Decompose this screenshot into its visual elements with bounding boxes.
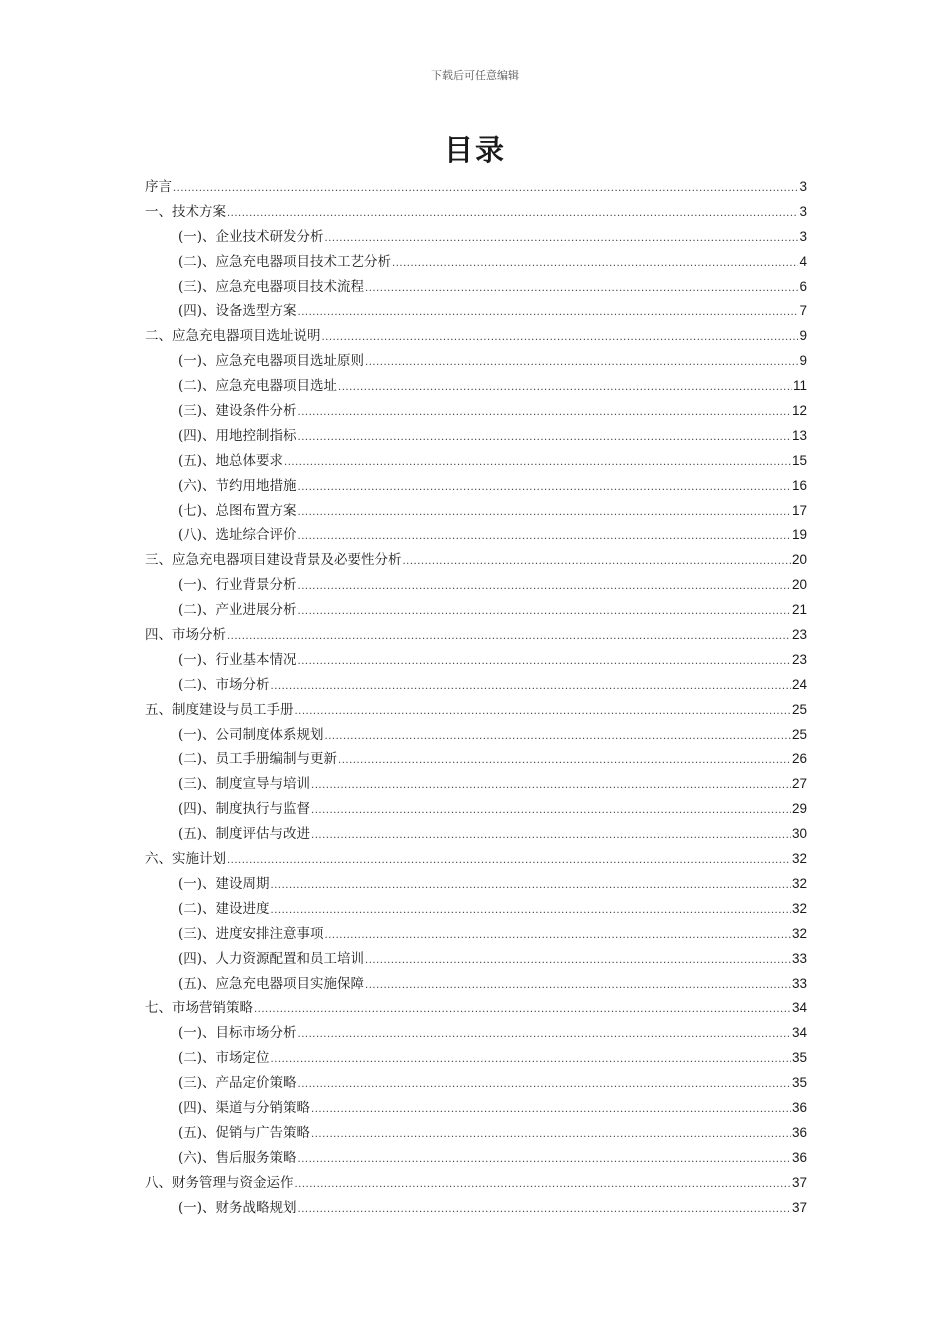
toc-page-number: 36 xyxy=(791,1099,807,1115)
toc-chapter-entry[interactable] xyxy=(145,200,807,225)
toc-page-number: 16 xyxy=(791,477,807,493)
toc-dot-leader xyxy=(325,924,791,949)
toc-section-entry[interactable] xyxy=(145,1196,807,1221)
toc-entry-title: (三)、进度安排注意事项 xyxy=(178,925,324,942)
toc-entry-title: 一、技术方案 xyxy=(145,203,226,220)
toc-entry-title: (一)、公司制度体系规划 xyxy=(178,726,324,743)
toc-entry-title: (七)、总图布置方案 xyxy=(178,502,297,519)
toc-page-number: 25 xyxy=(791,726,807,742)
toc-section-entry[interactable] xyxy=(145,573,807,598)
toc-entry-title: (一)、应急充电器项目选址原则 xyxy=(178,353,365,370)
toc-dot-leader xyxy=(338,749,791,774)
toc-section-entry[interactable] xyxy=(145,872,807,897)
toc-dot-leader xyxy=(298,401,791,426)
toc-dot-leader xyxy=(271,675,791,700)
toc-section-entry[interactable] xyxy=(145,1146,807,1171)
toc-entry-title: (八)、选址综合评价 xyxy=(178,527,297,544)
toc-page-number: 25 xyxy=(791,701,807,717)
toc-entry-title: (三)、制度宣导与培训 xyxy=(178,776,311,793)
toc-entry-title: (四)、设备选型方案 xyxy=(178,303,297,320)
toc-entry-title: (三)、产品定价策略 xyxy=(178,1075,297,1092)
toc-dot-leader xyxy=(365,974,791,999)
toc-dot-leader xyxy=(365,277,798,302)
toc-section-entry[interactable] xyxy=(145,1071,807,1096)
toc-page-number: 37 xyxy=(791,1199,807,1215)
toc-dot-leader xyxy=(325,227,799,252)
toc-dot-leader xyxy=(311,1098,791,1123)
toc-section-entry[interactable] xyxy=(145,1121,807,1146)
toc-section-entry[interactable] xyxy=(145,1021,807,1046)
toc-page-number: 35 xyxy=(791,1050,807,1066)
page-title: 目录 xyxy=(443,133,506,167)
toc-dot-leader xyxy=(392,252,798,277)
toc-page-number: 4 xyxy=(799,253,807,269)
toc-dot-leader xyxy=(298,575,791,600)
toc-page-number: 9 xyxy=(799,328,807,344)
toc-section-entry[interactable] xyxy=(145,972,807,997)
toc-entry-title: 三、应急充电器项目建设背景及必要性分析 xyxy=(145,552,402,569)
toc-section-entry[interactable] xyxy=(145,772,807,797)
toc-section-entry[interactable] xyxy=(145,225,807,250)
toc-page-number: 34 xyxy=(791,1000,807,1016)
toc-page-number: 24 xyxy=(791,676,807,692)
toc-page-number: 37 xyxy=(791,1174,807,1190)
toc-entry-title: (三)、建设条件分析 xyxy=(178,403,297,420)
toc-dot-leader xyxy=(298,1073,791,1098)
toc-page-number: 6 xyxy=(799,278,807,294)
toc-dot-leader xyxy=(298,476,791,501)
toc-page-number: 11 xyxy=(792,378,807,394)
toc-dot-leader xyxy=(227,202,798,227)
toc-entry-title: (五)、地总体要求 xyxy=(178,452,284,469)
toc-section-entry[interactable] xyxy=(145,897,807,922)
toc-dot-leader xyxy=(311,824,791,849)
toc-page-number: 19 xyxy=(791,527,807,543)
toc-dot-leader xyxy=(311,774,791,799)
toc-entry-title: (二)、市场定位 xyxy=(178,1050,270,1067)
toc-chapter-entry[interactable] xyxy=(145,324,807,349)
toc-page-number: 9 xyxy=(799,353,807,369)
toc-entry-title: 六、实施计划 xyxy=(145,851,226,868)
toc-dot-leader xyxy=(365,351,798,376)
toc-page-number: 3 xyxy=(799,228,807,244)
toc-entry-title: 八、财务管理与资金运作 xyxy=(145,1174,294,1191)
toc-dot-leader xyxy=(227,625,791,650)
toc-section-entry[interactable] xyxy=(145,797,807,822)
toc-entry-title: (四)、用地控制指标 xyxy=(178,427,297,444)
toc-page-number: 32 xyxy=(791,851,807,867)
toc-dot-leader xyxy=(365,949,791,974)
toc-entry-title: (五)、促销与广告策略 xyxy=(178,1124,311,1141)
toc-section-entry[interactable] xyxy=(145,399,807,424)
toc-page-number: 33 xyxy=(791,975,807,991)
toc-dot-leader xyxy=(295,700,791,725)
toc-dot-leader xyxy=(284,451,791,476)
toc-page-number: 20 xyxy=(791,577,807,593)
toc-page-number: 20 xyxy=(791,552,807,568)
toc-dot-leader xyxy=(298,1023,791,1048)
toc-section-entry[interactable] xyxy=(145,922,807,947)
toc-dot-leader xyxy=(271,1048,791,1073)
toc-dot-leader xyxy=(311,1123,791,1148)
toc-entry-title: (四)、渠道与分销策略 xyxy=(178,1099,311,1116)
toc-chapter-entry[interactable] xyxy=(145,996,807,1021)
toc-section-entry[interactable] xyxy=(145,822,807,847)
toc-page-number: 15 xyxy=(791,452,807,468)
toc-entry-title: (一)、企业技术研发分析 xyxy=(178,228,324,245)
toc-section-entry[interactable] xyxy=(145,449,807,474)
toc-chapter-entry[interactable] xyxy=(145,623,807,648)
toc-entry-title: (一)、目标市场分析 xyxy=(178,1025,297,1042)
toc-section-entry[interactable] xyxy=(145,474,807,499)
toc-page-number: 13 xyxy=(791,427,807,443)
toc-page-number: 7 xyxy=(799,303,807,319)
toc-chapter-entry[interactable] xyxy=(145,548,807,573)
toc-entry-title: (五)、应急充电器项目实施保障 xyxy=(178,975,365,992)
toc-chapter-entry[interactable] xyxy=(145,698,807,723)
toc-page-number: 33 xyxy=(791,950,807,966)
toc-page-number: 32 xyxy=(791,900,807,916)
toc-section-entry[interactable] xyxy=(145,1096,807,1121)
toc-entry-title: 五、制度建设与员工手册 xyxy=(145,701,294,718)
toc-page-number: 36 xyxy=(791,1149,807,1165)
toc-entry-title: (一)、行业背景分析 xyxy=(178,577,297,594)
toc-section-entry[interactable] xyxy=(145,598,807,623)
toc-section-entry[interactable] xyxy=(145,673,807,698)
toc-page-number: 30 xyxy=(791,826,807,842)
toc-dot-leader xyxy=(227,849,791,874)
toc-entry-title: (四)、人力资源配置和员工培训 xyxy=(178,950,365,967)
toc-dot-leader xyxy=(325,725,791,750)
toc-section-entry[interactable] xyxy=(145,947,807,972)
toc-entry-title: (六)、售后服务策略 xyxy=(178,1149,297,1166)
toc-page-number: 32 xyxy=(791,875,807,891)
toc-dot-leader xyxy=(403,550,791,575)
toc-dot-leader xyxy=(298,426,791,451)
toc-page-number: 3 xyxy=(799,203,807,219)
table-of-contents xyxy=(145,175,807,1220)
toc-entry-title: 二、应急充电器项目选址说明 xyxy=(145,328,321,345)
toc-page-number: 23 xyxy=(791,627,807,643)
toc-chapter-entry[interactable] xyxy=(145,1171,807,1196)
toc-entry-title: (二)、应急充电器项目选址 xyxy=(178,378,338,395)
toc-page-number: 35 xyxy=(791,1075,807,1091)
toc-dot-leader xyxy=(298,1148,791,1173)
toc-section-entry[interactable] xyxy=(145,250,807,275)
toc-dot-leader xyxy=(271,874,791,899)
toc-dot-leader xyxy=(298,301,799,326)
toc-page-number: 17 xyxy=(791,502,807,518)
toc-entry-title: (一)、建设周期 xyxy=(178,875,270,892)
toc-page-number: 29 xyxy=(791,801,807,817)
toc-section-entry[interactable] xyxy=(145,723,807,748)
toc-dot-leader xyxy=(254,998,791,1023)
toc-section-entry[interactable] xyxy=(145,523,807,548)
toc-section-entry[interactable] xyxy=(145,349,807,374)
toc-dot-leader xyxy=(298,600,791,625)
toc-section-entry[interactable] xyxy=(145,1046,807,1071)
toc-dot-leader xyxy=(295,1173,791,1198)
toc-page-number: 34 xyxy=(791,1025,807,1041)
toc-dot-leader xyxy=(311,799,791,824)
toc-dot-leader xyxy=(298,650,791,675)
toc-section-entry[interactable] xyxy=(145,747,807,772)
toc-page-number: 27 xyxy=(791,776,807,792)
toc-entry-title: 七、市场营销策略 xyxy=(145,1000,253,1017)
toc-dot-leader xyxy=(338,376,792,401)
toc-entry-title: (一)、行业基本情况 xyxy=(178,651,297,668)
toc-entry-title: (二)、应急充电器项目技术工艺分析 xyxy=(178,253,392,270)
toc-dot-leader xyxy=(322,326,799,351)
toc-entry-title: (五)、制度评估与改进 xyxy=(178,826,311,843)
toc-chapter-entry[interactable] xyxy=(145,175,807,200)
toc-entry-title: (一)、财务战略规划 xyxy=(178,1199,297,1216)
toc-entry-title: (二)、产业进展分析 xyxy=(178,602,297,619)
toc-entry-title: (三)、应急充电器项目技术流程 xyxy=(178,278,365,295)
toc-dot-leader xyxy=(298,501,791,526)
toc-section-entry[interactable] xyxy=(145,648,807,673)
toc-dot-leader xyxy=(298,525,791,550)
toc-entry-title: (二)、员工手册编制与更新 xyxy=(178,751,338,768)
toc-section-entry[interactable] xyxy=(145,424,807,449)
page-header-note: 下载后可任意编辑 xyxy=(431,69,519,82)
toc-page-number: 23 xyxy=(791,651,807,667)
toc-section-entry[interactable] xyxy=(145,299,807,324)
toc-entry-title: 四、市场分析 xyxy=(145,627,226,644)
toc-dot-leader xyxy=(271,899,791,924)
toc-chapter-entry[interactable] xyxy=(145,847,807,872)
toc-page-number: 12 xyxy=(791,403,807,419)
toc-page-number: 36 xyxy=(791,1124,807,1140)
toc-page-number: 32 xyxy=(791,925,807,941)
toc-section-entry[interactable] xyxy=(145,499,807,524)
toc-entry-title: 序言 xyxy=(145,179,172,195)
toc-entry-title: (二)、市场分析 xyxy=(178,676,270,693)
toc-dot-leader xyxy=(173,177,798,202)
toc-entry-title: (四)、制度执行与监督 xyxy=(178,801,311,818)
toc-entry-title: (二)、建设进度 xyxy=(178,900,270,917)
toc-entry-title: (六)、节约用地措施 xyxy=(178,477,297,494)
toc-page-number: 26 xyxy=(791,751,807,767)
toc-section-entry[interactable] xyxy=(145,374,807,399)
toc-page-number: 21 xyxy=(791,602,807,618)
toc-section-entry[interactable] xyxy=(145,275,807,300)
toc-page-number: 3 xyxy=(799,179,807,194)
toc-dot-leader xyxy=(298,1198,791,1223)
